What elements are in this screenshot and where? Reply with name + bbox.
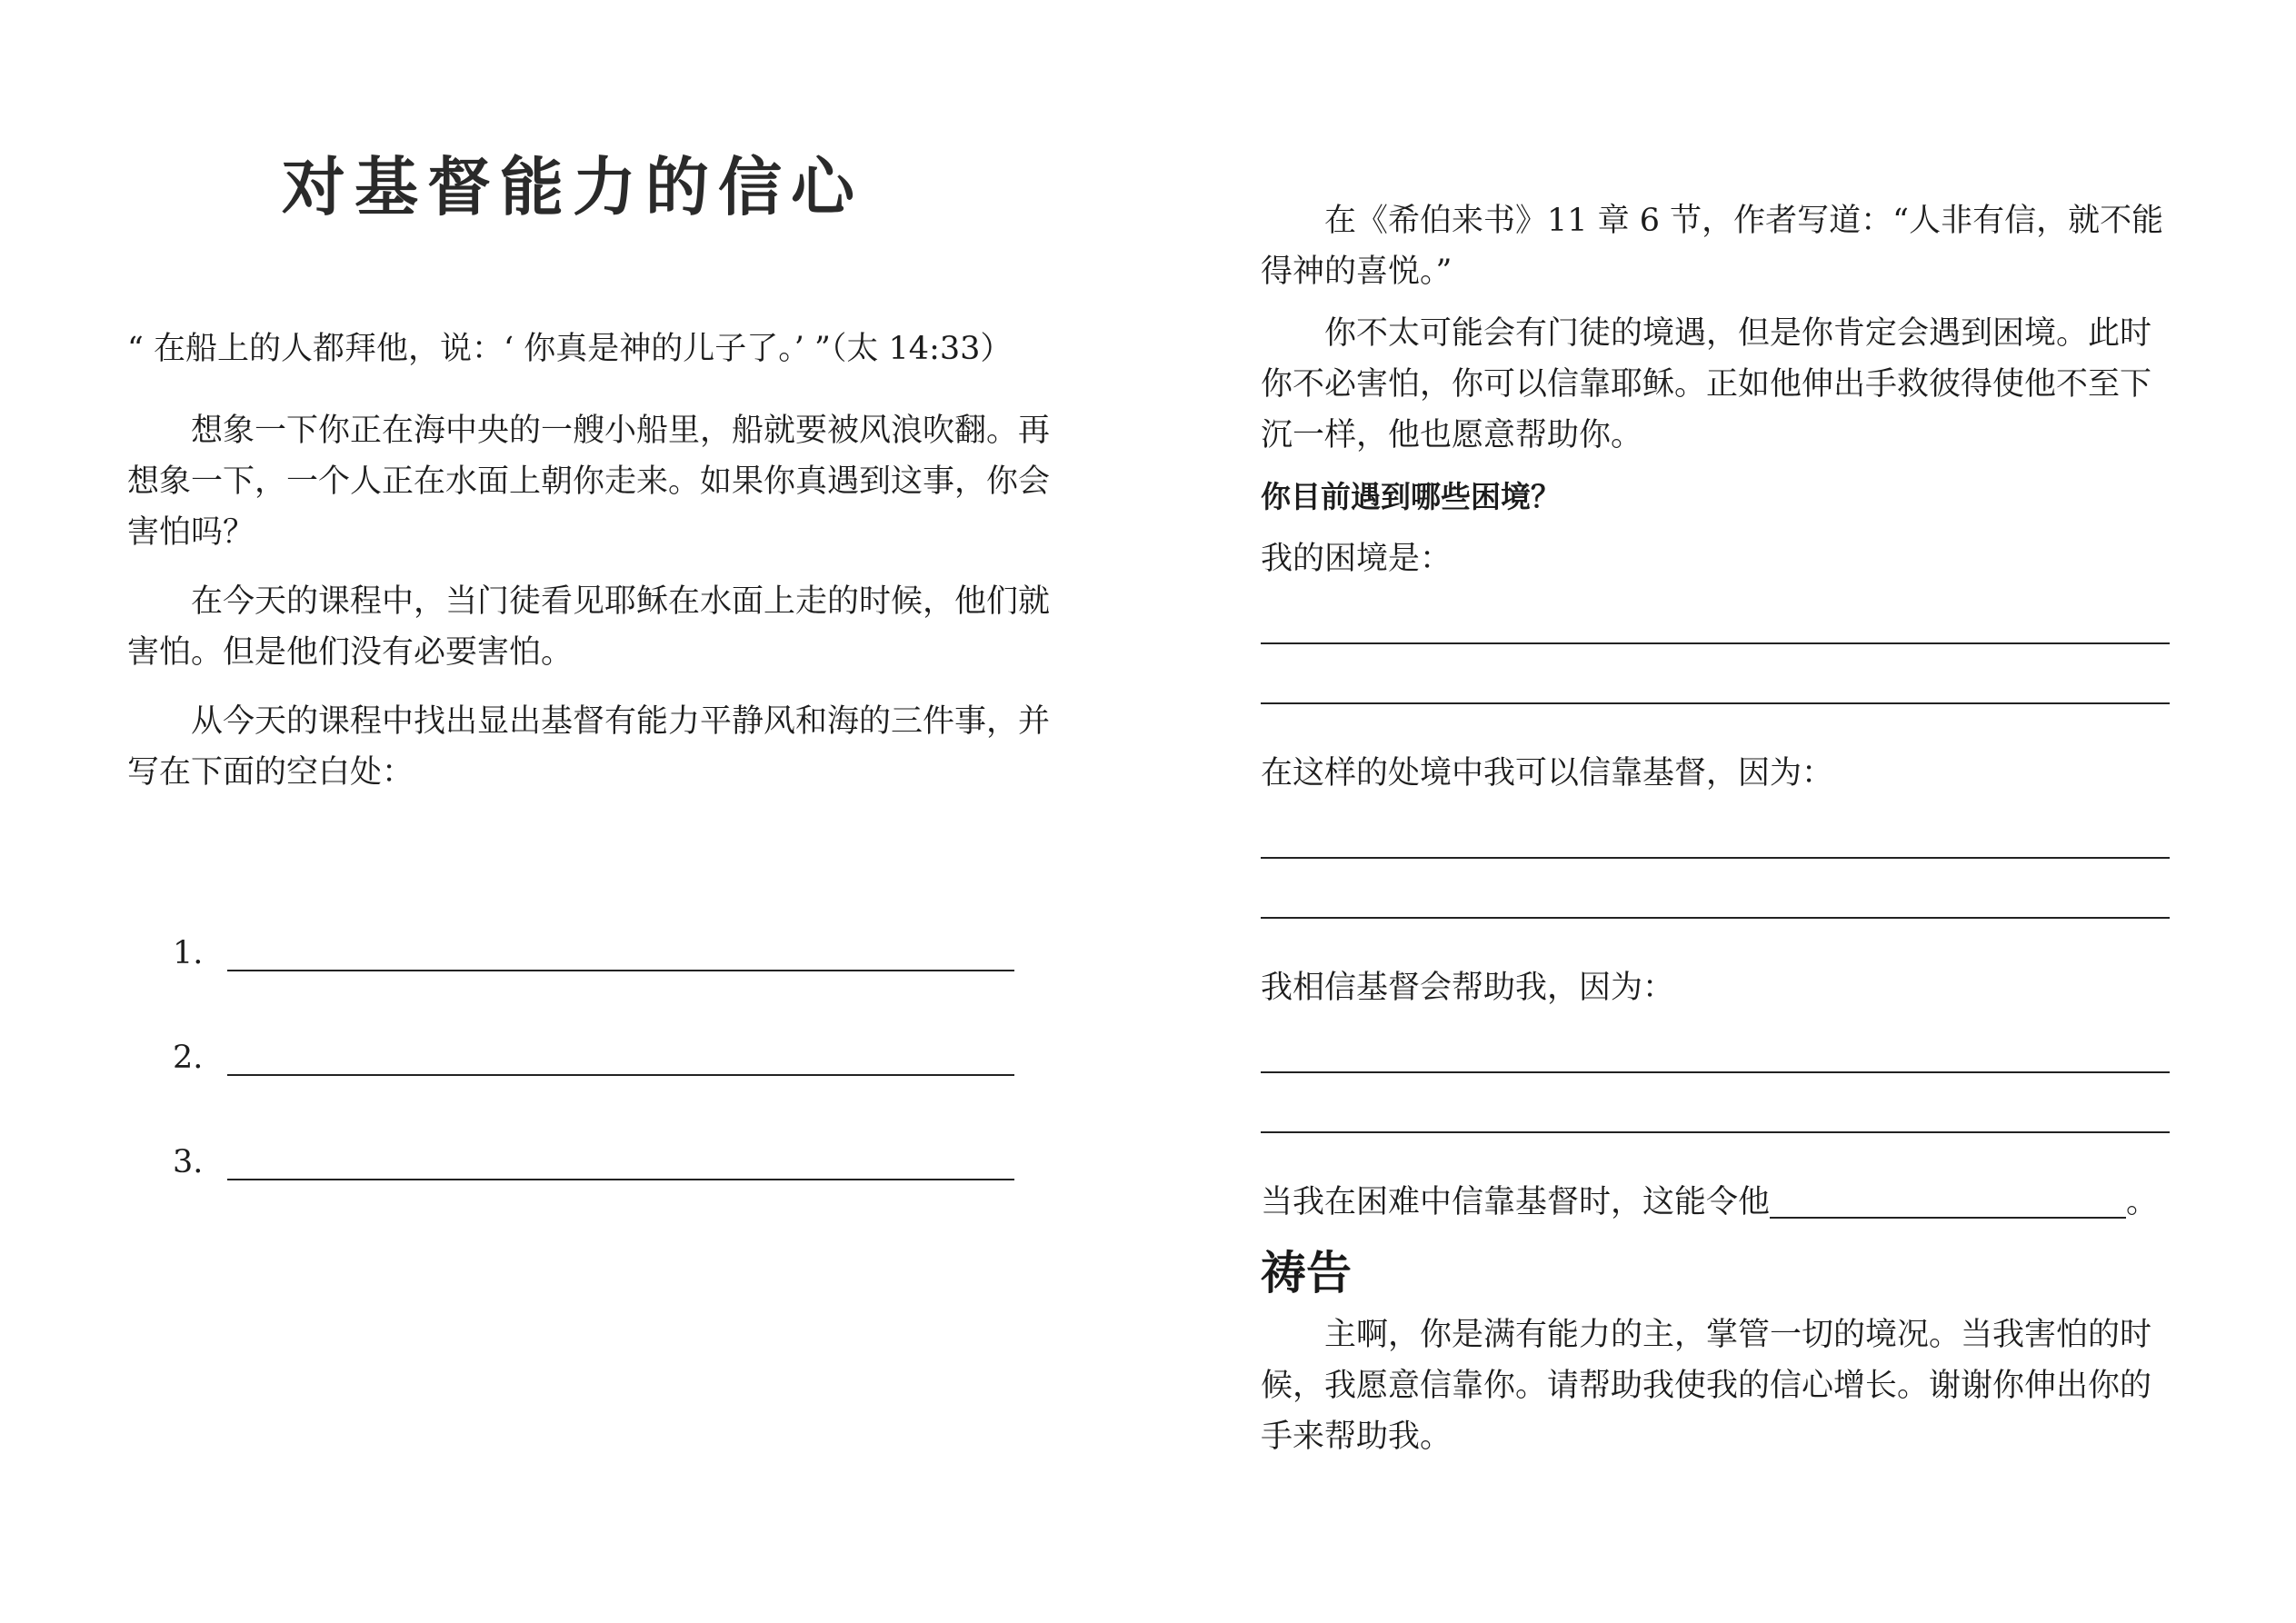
right-column [1261,195,2170,1462]
answer-list [127,880,1054,1193]
answer-item [127,880,1054,984]
prayer-heading: 祷告 [1261,1247,1352,1299]
page-title: 对基督能力的信心 [282,150,863,224]
difficulty-line-2[interactable] [1261,664,2170,704]
hebrews-paragraph: 在《希伯来书》11 章 6 节，作者写道：“人非有信，就不能得神的喜悦。” [1261,203,2164,290]
prayer-text: 主啊，你是满有能力的主，掌管一切的境况。当我害怕的时候，我愿意信靠你。请帮助我使我的信心增长。谢谢你伸出你的手来帮助我。 [1261,1317,2152,1455]
left-column [127,324,1054,1193]
instruction-paragraph: 从今天的课程中找出显出基督有能力平静风和海的三件事，并写在下面的空白处： [127,703,1051,791]
completion-text: 当我在困难中信靠基督时，这能令他 [1261,1184,1771,1220]
answer-item [127,984,1054,1089]
trust-paragraph: 你不太可能会有门徒的境遇，但是你肯定会遇到困境。此时你不必害怕，你可以信靠耶稣。正如他伸出手救彼得使他不至下沉一样，他也愿意帮助你。 [1261,315,2152,453]
trust-line-2[interactable] [1261,879,2170,919]
answer-number: 2. [173,1040,204,1076]
completion-sentence [1261,1177,2170,1228]
trust-line-1[interactable] [1261,819,2170,859]
answer-item [127,1089,1054,1193]
prompt-help-reason: 我相信基督会帮助我，因为： [1261,970,1675,1006]
answer-field-3[interactable] [227,1142,1014,1180]
intro-paragraph: 想象一下你正在海中央的一艘小船里，船就要被风浪吹翻。再想象一下，一个人正在水面上朝你走来。如果你真遇到这事，你会害怕吗？ [127,413,1051,551]
completion-blank[interactable] [1770,1179,2126,1219]
answer-field-2[interactable] [227,1038,1014,1076]
scripture-quote: “ 在船上的人都拜他，说：‘ 你真是神的儿子了。’ ”（太 14:33） [127,331,1013,367]
prompt-my-difficulty: 我的困境是： [1261,541,1452,577]
answer-field-1[interactable] [227,933,1014,971]
difficulty-line-1[interactable] [1261,604,2170,644]
completion-period: 。 [2126,1184,2159,1220]
help-line-1[interactable] [1261,1033,2170,1073]
help-line-2[interactable] [1261,1093,2170,1133]
lesson-paragraph: 在今天的课程中，当门徒看见耶稣在水面上走的时候，他们就害怕。但是他们没有必要害怕。 [127,583,1051,671]
difficulty-question: 你目前遇到哪些困境？ [1261,479,1561,514]
answer-number: 1. [173,935,204,971]
prompt-trust-reason: 在这样的处境中我可以信靠基督，因为： [1261,755,1834,792]
answer-number: 3. [173,1144,204,1180]
